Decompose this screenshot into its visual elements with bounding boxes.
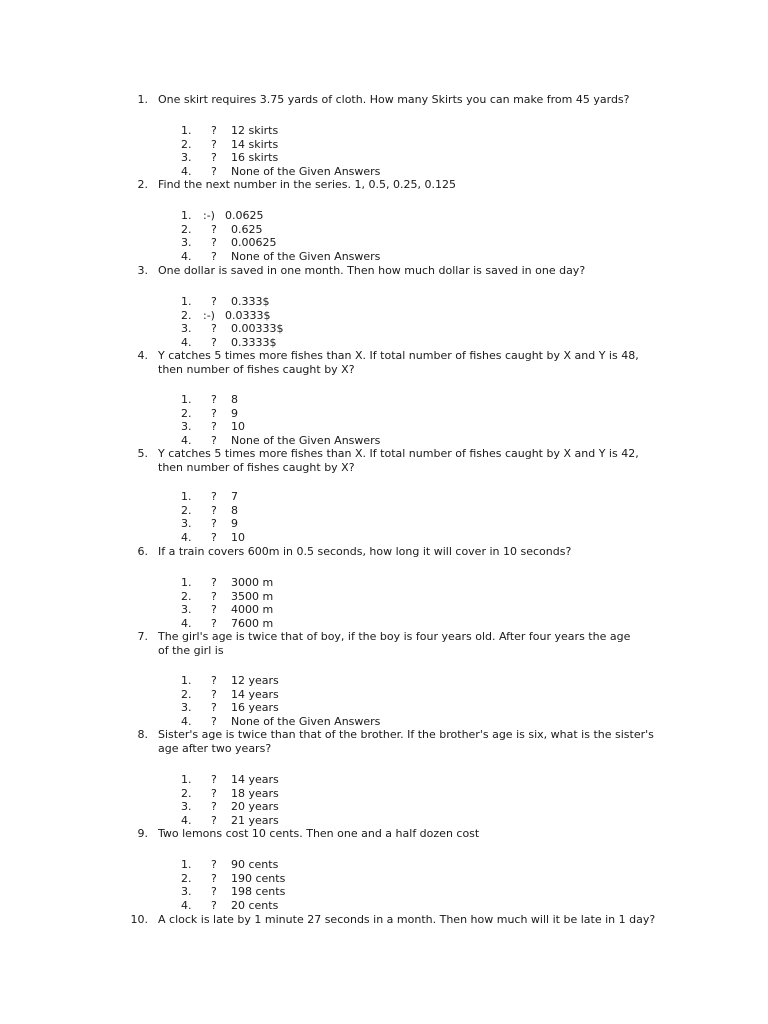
option-number: 2. <box>181 786 192 800</box>
answer-option[interactable] <box>0 674 768 687</box>
option-number: 2. <box>181 871 192 885</box>
question-number: 1. <box>137 93 148 106</box>
question-text: Find the next number in the series. 1, 0.5, 0.25, 0.125 <box>158 178 456 191</box>
option-text: 20 cents <box>231 898 279 912</box>
option-number: 1. <box>181 576 192 589</box>
option-text: None of the Given Answers <box>231 714 381 728</box>
option-text: 12 skirts <box>231 124 279 137</box>
option-text: 14 skirts <box>231 137 279 151</box>
answer-option[interactable] <box>0 309 768 322</box>
option-number: 2. <box>181 589 192 603</box>
option-number: 3. <box>181 517 192 530</box>
answer-option[interactable] <box>0 590 768 603</box>
answer-option[interactable] <box>0 800 768 813</box>
question-line <box>0 742 768 756</box>
question-text: Y catches 5 times more fishes than X. If total number of fishes caught by X and Y is 42, <box>158 447 639 460</box>
option-number: 2. <box>181 137 192 151</box>
question-line <box>0 363 768 377</box>
option-number: 3. <box>181 603 192 616</box>
option-number: 1. <box>181 124 192 137</box>
option-number: 2. <box>181 308 192 322</box>
correct-answer-marker: :-) <box>203 308 215 322</box>
option-text: 0.00625 <box>231 236 277 249</box>
answer-option[interactable] <box>0 872 768 885</box>
option-marker: ? <box>211 503 217 517</box>
question-text: of the girl is <box>158 644 224 657</box>
question-text: If a train covers 600m in 0.5 seconds, how long it will cover in 10 seconds? <box>158 545 572 558</box>
answer-option[interactable] <box>0 617 768 630</box>
option-number: 1. <box>181 393 192 406</box>
option-text: 4000 m <box>231 603 274 616</box>
answer-option[interactable] <box>0 899 768 912</box>
option-text: 16 skirts <box>231 151 279 164</box>
option-number: 4. <box>181 164 192 178</box>
option-number: 1. <box>181 773 192 786</box>
option-number: 4. <box>181 249 192 263</box>
option-number: 3. <box>181 800 192 813</box>
answer-option[interactable] <box>0 576 768 589</box>
option-text: None of the Given Answers <box>231 164 381 178</box>
option-text: 14 years <box>231 687 279 701</box>
question-line <box>0 728 768 742</box>
answer-option[interactable] <box>0 688 768 701</box>
option-number: 3. <box>181 322 192 335</box>
option-marker: ? <box>211 420 217 433</box>
option-text: None of the Given Answers <box>231 433 381 447</box>
option-number: 4. <box>181 898 192 912</box>
option-text: 0.3333$ <box>231 335 277 349</box>
option-text: 8 <box>231 393 238 406</box>
option-text: 21 years <box>231 813 279 827</box>
option-marker: ? <box>211 786 217 800</box>
option-text: 18 years <box>231 786 279 800</box>
answer-option[interactable] <box>0 858 768 871</box>
question-number: 3. <box>137 264 148 277</box>
option-marker: ? <box>211 858 217 871</box>
correct-answer-marker: :-) <box>203 209 215 222</box>
option-text: 190 cents <box>231 871 286 885</box>
option-text: 14 years <box>231 773 279 786</box>
answer-option[interactable] <box>0 151 768 164</box>
question-text: The girl's age is twice that of boy, if the boy is four years old. After four years the age <box>158 630 631 643</box>
answer-option[interactable] <box>0 407 768 420</box>
option-marker: ? <box>211 616 217 630</box>
question-number: 4. <box>137 349 148 362</box>
option-number: 3. <box>181 236 192 249</box>
question-line <box>0 630 768 644</box>
option-marker: ? <box>211 393 217 406</box>
option-text: 3500 m <box>231 589 274 603</box>
option-marker: ? <box>211 222 217 236</box>
option-number: 2. <box>181 222 192 236</box>
option-text: 7 <box>231 490 238 503</box>
option-text: 16 years <box>231 701 279 714</box>
option-number: 2. <box>181 503 192 517</box>
option-marker: ? <box>211 701 217 714</box>
question-line <box>0 178 768 192</box>
answer-option[interactable] <box>0 814 768 827</box>
option-text: 0.0625 <box>225 209 264 222</box>
answer-option[interactable] <box>0 393 768 406</box>
question-line <box>0 447 768 461</box>
answer-option[interactable] <box>0 517 768 530</box>
option-marker: ? <box>211 236 217 249</box>
option-number: 4. <box>181 714 192 728</box>
answer-option[interactable] <box>0 490 768 503</box>
option-text: 7600 m <box>231 616 274 630</box>
answer-option[interactable] <box>0 295 768 308</box>
option-marker: ? <box>211 885 217 898</box>
question-text: Sister's age is twice than that of the brother. If the brother's age is six, what is the sister's <box>158 728 654 741</box>
option-number: 1. <box>181 209 192 222</box>
option-marker: ? <box>211 813 217 827</box>
option-marker: ? <box>211 898 217 912</box>
question-text: A clock is late by 1 minute 27 seconds in a month. Then how much will it be late in 1 day? <box>158 913 656 926</box>
question-line <box>0 93 768 107</box>
option-number: 3. <box>181 701 192 714</box>
option-number: 1. <box>181 858 192 871</box>
option-text: 0.625 <box>231 222 263 236</box>
question-line <box>0 644 768 658</box>
question-text: Two lemons cost 10 cents. Then one and a half dozen cost <box>158 827 480 840</box>
option-number: 1. <box>181 490 192 503</box>
option-number: 3. <box>181 885 192 898</box>
question-text: One dollar is saved in one month. Then how much dollar is saved in one day? <box>158 264 586 277</box>
option-text: 0.00333$ <box>231 322 284 335</box>
option-marker: ? <box>211 674 217 687</box>
answer-option[interactable] <box>0 434 768 447</box>
question-line <box>0 264 768 278</box>
answer-option[interactable] <box>0 885 768 898</box>
option-text: 0.333$ <box>231 295 270 308</box>
answer-option[interactable] <box>0 701 768 714</box>
answer-option[interactable] <box>0 420 768 433</box>
option-marker: ? <box>211 433 217 447</box>
answer-option[interactable] <box>0 124 768 137</box>
question-text: then number of fishes caught by X? <box>158 461 355 474</box>
option-marker: ? <box>211 295 217 308</box>
option-marker: ? <box>211 773 217 786</box>
answer-option[interactable] <box>0 603 768 616</box>
answer-option[interactable] <box>0 138 768 151</box>
answer-option[interactable] <box>0 787 768 800</box>
option-number: 2. <box>181 687 192 701</box>
option-marker: ? <box>211 406 217 420</box>
question-number: 7. <box>137 630 148 643</box>
question-text: age after two years? <box>158 742 272 755</box>
answer-option[interactable] <box>0 250 768 263</box>
question-number: 10. <box>130 913 148 926</box>
question-text: One skirt requires 3.75 yards of cloth. How many Skirts you can make from 45 yards? <box>158 93 630 106</box>
option-marker: ? <box>211 249 217 263</box>
option-number: 4. <box>181 616 192 630</box>
option-marker: ? <box>211 603 217 616</box>
answer-option[interactable] <box>0 236 768 249</box>
question-number: 9. <box>137 827 148 840</box>
question-text: Y catches 5 times more fishes than X. If total number of fishes caught by X and Y is 48, <box>158 349 639 362</box>
question-number: 2. <box>137 178 148 191</box>
option-number: 4. <box>181 433 192 447</box>
option-number: 3. <box>181 151 192 164</box>
option-text: 10 <box>231 420 245 433</box>
option-number: 1. <box>181 295 192 308</box>
option-number: 4. <box>181 813 192 827</box>
question-line <box>0 827 768 841</box>
option-number: 4. <box>181 530 192 544</box>
option-text: 3000 m <box>231 576 274 589</box>
option-text: 10 <box>231 530 245 544</box>
question-number: 8. <box>137 728 148 741</box>
question-number: 5. <box>137 447 148 460</box>
answer-option[interactable] <box>0 773 768 786</box>
option-text: 0.0333$ <box>225 308 271 322</box>
option-marker: ? <box>211 490 217 503</box>
option-number: 1. <box>181 674 192 687</box>
option-marker: ? <box>211 687 217 701</box>
option-text: 12 years <box>231 674 279 687</box>
option-text: 90 cents <box>231 858 279 871</box>
question-number: 6. <box>137 545 148 558</box>
option-marker: ? <box>211 871 217 885</box>
answer-option[interactable] <box>0 531 768 544</box>
option-marker: ? <box>211 137 217 151</box>
option-marker: ? <box>211 335 217 349</box>
option-marker: ? <box>211 576 217 589</box>
option-marker: ? <box>211 124 217 137</box>
question-text: then number of fishes caught by X? <box>158 363 355 376</box>
answer-option[interactable] <box>0 504 768 517</box>
answer-option[interactable] <box>0 209 768 222</box>
option-marker: ? <box>211 589 217 603</box>
answer-option[interactable] <box>0 165 768 178</box>
answer-option[interactable] <box>0 715 768 728</box>
answer-option[interactable] <box>0 322 768 335</box>
option-marker: ? <box>211 322 217 335</box>
option-marker: ? <box>211 800 217 813</box>
option-text: None of the Given Answers <box>231 249 381 263</box>
question-line <box>0 545 768 559</box>
option-text: 8 <box>231 503 238 517</box>
option-marker: ? <box>211 714 217 728</box>
option-number: 4. <box>181 335 192 349</box>
option-text: 20 years <box>231 800 279 813</box>
answer-option[interactable] <box>0 223 768 236</box>
option-text: 198 cents <box>231 885 286 898</box>
question-line <box>0 349 768 363</box>
question-line <box>0 913 768 927</box>
option-marker: ? <box>211 517 217 530</box>
question-line <box>0 461 768 475</box>
option-marker: ? <box>211 151 217 164</box>
option-text: 9 <box>231 517 238 530</box>
option-marker: ? <box>211 164 217 178</box>
option-number: 2. <box>181 406 192 420</box>
option-marker: ? <box>211 530 217 544</box>
option-text: 9 <box>231 406 238 420</box>
option-number: 3. <box>181 420 192 433</box>
answer-option[interactable] <box>0 336 768 349</box>
